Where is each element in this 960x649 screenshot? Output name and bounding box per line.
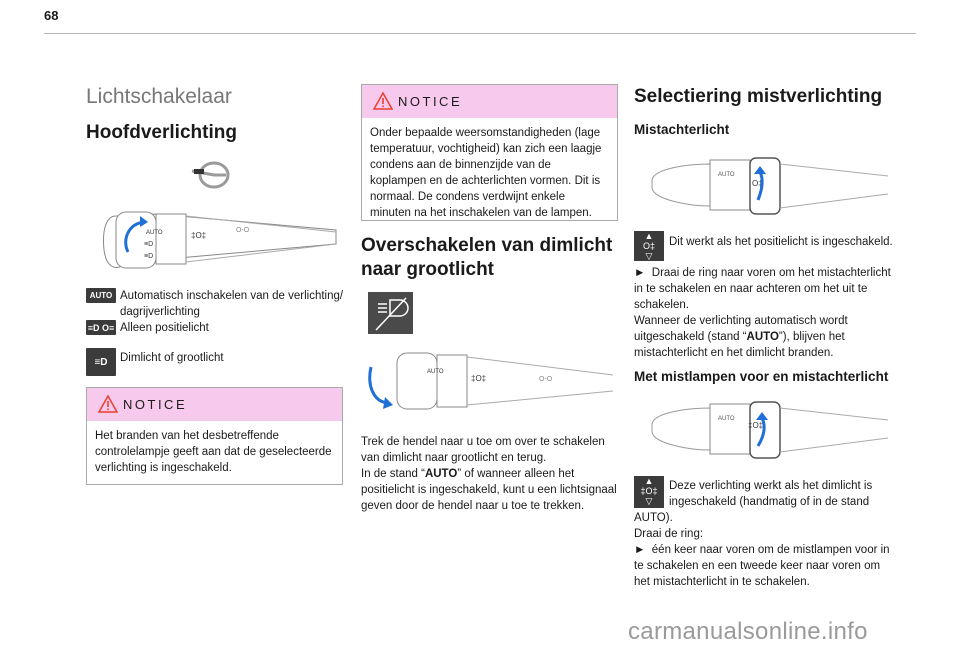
svg-text:AUTO: AUTO bbox=[146, 230, 163, 236]
notice-header bbox=[362, 85, 617, 118]
svg-text:≡D: ≡D bbox=[144, 253, 154, 260]
item-auto-text: Automatisch inschakelen van de verlichting/ dagrijverlichting bbox=[120, 290, 344, 318]
light-stalk-illustration bbox=[86, 200, 341, 278]
notice-title: NOTICE bbox=[398, 94, 463, 109]
notice-box-2 bbox=[361, 84, 618, 221]
notice-box-1 bbox=[86, 387, 343, 485]
svg-text:O-O: O-O bbox=[539, 376, 553, 383]
svg-text:≡D: ≡D bbox=[144, 241, 154, 248]
page-number: 68 bbox=[44, 8, 59, 23]
front-rear-fog-instructions: AUTO). Draai de ring: ► één keer naar voren om de mistlampen voor in te schakelen en een tweede keer naar voren om het mistachterlicht in te schakelen. bbox=[634, 512, 890, 588]
flash-stalk-illustration bbox=[361, 345, 616, 425]
subheading-mistlampen: Met mistlampen voor en mistachterlicht bbox=[634, 369, 889, 384]
auto-icon: AUTO bbox=[86, 288, 116, 303]
heading-dimlicht: Overschakelen van dimlicht naar grootlicht bbox=[361, 235, 613, 280]
item-position-text: Alleen positielicht bbox=[120, 322, 209, 334]
rear-fog-icon: ▲ O‡ ▽ bbox=[634, 231, 664, 261]
svg-text:O‡: O‡ bbox=[752, 179, 763, 188]
svg-text:O-O: O-O bbox=[236, 227, 250, 234]
subheading-mistachterlicht: Mistachterlicht bbox=[634, 122, 730, 137]
svg-text:‡O‡: ‡O‡ bbox=[471, 374, 487, 383]
title-lichtschakelaar: Lichtschakelaar bbox=[86, 85, 232, 108]
svg-text:AUTO: AUTO bbox=[718, 416, 735, 422]
subtitle-hoofdverlichting: Hoofdverlichting bbox=[86, 122, 237, 143]
notice-text: Het branden van het desbetreffende controlelampje geeft aan dat de geselecteerde verlichting is ingeschakeld. bbox=[95, 430, 332, 474]
notice-text: Onder bepaalde weersomstandigheden (lage temperatuur, vochtigheid) kan zich een laagje condens aan de binnenzijde van de koplampen en de achterlichten vormen. Dit is normaal. De condens verdwijnt enkele minuten na het inschakelen van de lampen. bbox=[370, 127, 602, 219]
item-dipped-text: Dimlicht of grootlicht bbox=[120, 352, 224, 364]
svg-text:‡O‡: ‡O‡ bbox=[748, 421, 764, 430]
steering-wheel-icon bbox=[190, 157, 232, 193]
notice-title: NOTICE bbox=[123, 397, 188, 412]
position-light-icon: ≡D O≡ bbox=[86, 320, 116, 335]
rear-fog-stalk-illustration bbox=[650, 150, 890, 220]
front-rear-fog-stalk-illustration bbox=[650, 394, 890, 464]
heading-mistverlichting: Selectiering mistverlichting bbox=[634, 86, 883, 107]
warning-icon bbox=[98, 395, 118, 413]
watermark: carmanualsonline.info bbox=[628, 618, 868, 645]
svg-text:‡O‡: ‡O‡ bbox=[191, 231, 207, 240]
flash-description: Trek de hendel naar u toe om over te schakelen van dimlicht naar grootlicht en terug. In de stand “AUTO” of wanneer alleen het positielicht is ingeschakeld, kunt u een lichtsignaal geven door de hendel naar u toe te trekken. bbox=[361, 436, 617, 512]
svg-text:AUTO: AUTO bbox=[718, 172, 735, 178]
notice-header bbox=[87, 388, 342, 421]
rear-fog-instructions: ► Draai de ring naar voren om het mistachterlicht in te schakelen en naar achteren om het uit te schakelen. Wanneer de verlichting automatisch wordt uitgeschakeld (stand “AUTO”), blijven het mistachterlicht en het dimlicht branden. bbox=[634, 267, 891, 359]
header-rule bbox=[44, 33, 916, 34]
front-rear-fog-note: Deze verlichting werkt als het dimlicht is ingeschakeld (handmatig of in de stand bbox=[669, 480, 873, 508]
front-rear-fog-icon: ▲ ‡O‡ ▽ bbox=[634, 476, 664, 508]
dipped-main-beam-icon: ≡D bbox=[86, 348, 116, 376]
svg-text:AUTO: AUTO bbox=[427, 369, 444, 375]
rear-fog-note: Dit werkt als het positielicht is ingeschakeld. bbox=[669, 236, 893, 248]
high-beam-icon bbox=[368, 292, 413, 334]
warning-icon bbox=[373, 92, 393, 110]
section-title bbox=[86, 85, 341, 109]
